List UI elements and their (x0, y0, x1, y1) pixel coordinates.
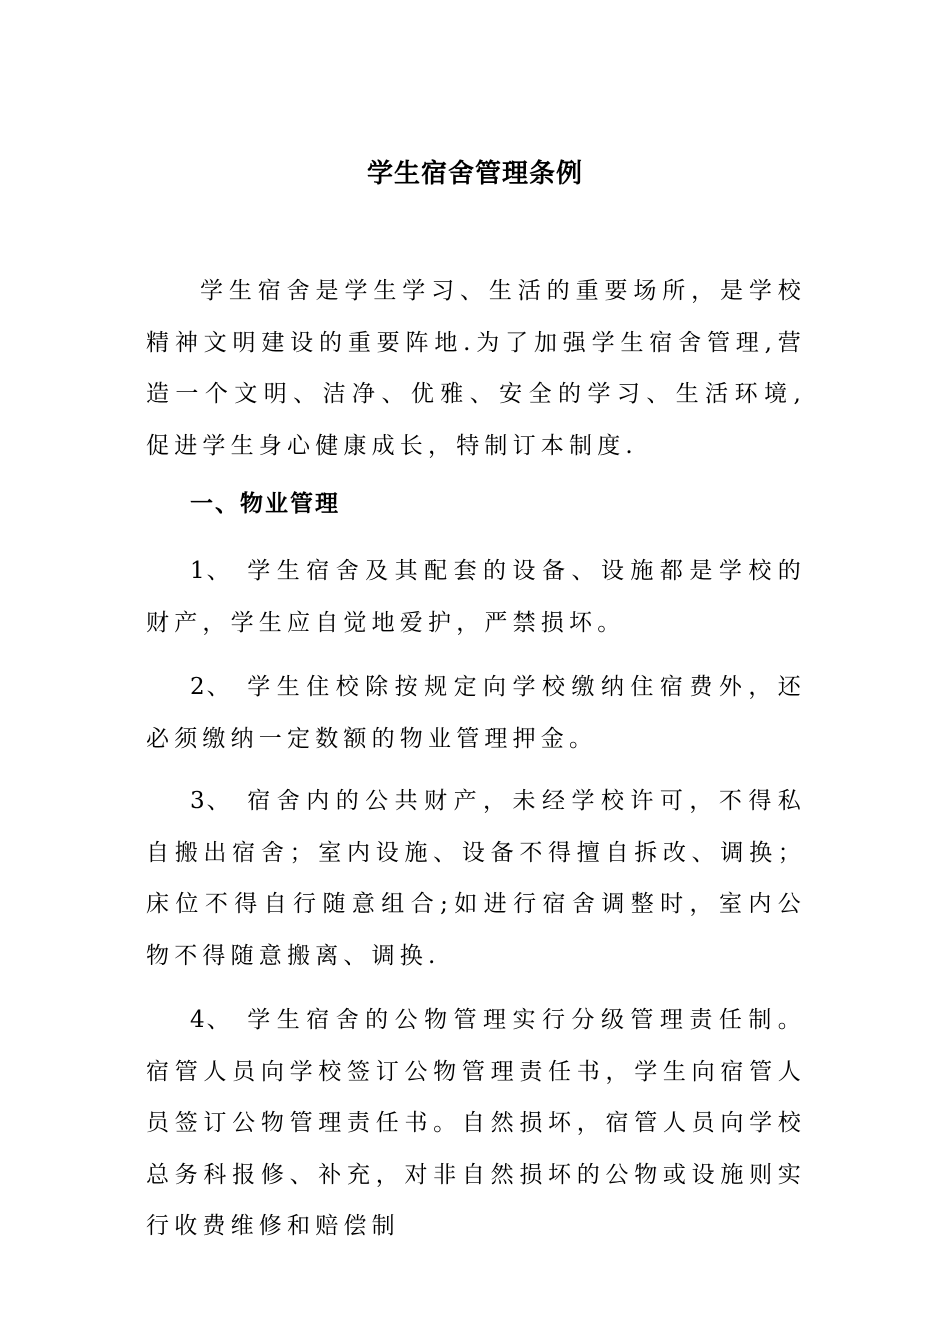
clause-text: 学生宿舍的公物管理实行分级管理责任制。宿管人员向学校签订公物管理责任书，学生向宿管人员签订公物管理责任书。自然损坏，宿管人员向学校总务科报修、补充，对非自然损坏的公物或设施则实行收费维修和赔偿制 (146, 1007, 806, 1239)
clause-text: 宿舍内的公共财产，未经学校许可，不得私自搬出宿舍；室内设施、设备不得擅自拆改、调换；床位不得自行随意组合;如进行宿舍调整时，室内公物不得随意搬离、调换. (146, 788, 806, 969)
clause-2 (146, 662, 806, 765)
clause-number: 4、 (190, 1007, 232, 1033)
document-title: 学生宿舍管理条例 (366, 159, 583, 189)
clause-number: 1、 (190, 558, 232, 584)
clause-3 (146, 776, 806, 982)
clause-4 (146, 995, 806, 1253)
clause-number: 3、 (190, 788, 232, 814)
clause-text: 学生住校除按规定向学校缴纳住宿费外，还必须缴纳一定数额的物业管理押金。 (146, 674, 806, 752)
clause-text: 学生宿舍及其配套的设备、设施都是学校的财产，学生应自觉地爱护，严禁损坏。 (146, 558, 806, 636)
section-heading-property-management: 一、物业管理 (190, 491, 340, 517)
clause-1 (146, 546, 806, 649)
intro-paragraph: 学生宿舍是学生学习、生活的重要场所，是学校精神文明建设的重要阵地.为了加强学生宿舍管理,营造一个文明、洁净、优雅、安全的学习、生活环境,促进学生身心健康成长，特制订本制度. (146, 278, 806, 459)
clause-number: 2、 (190, 674, 232, 700)
